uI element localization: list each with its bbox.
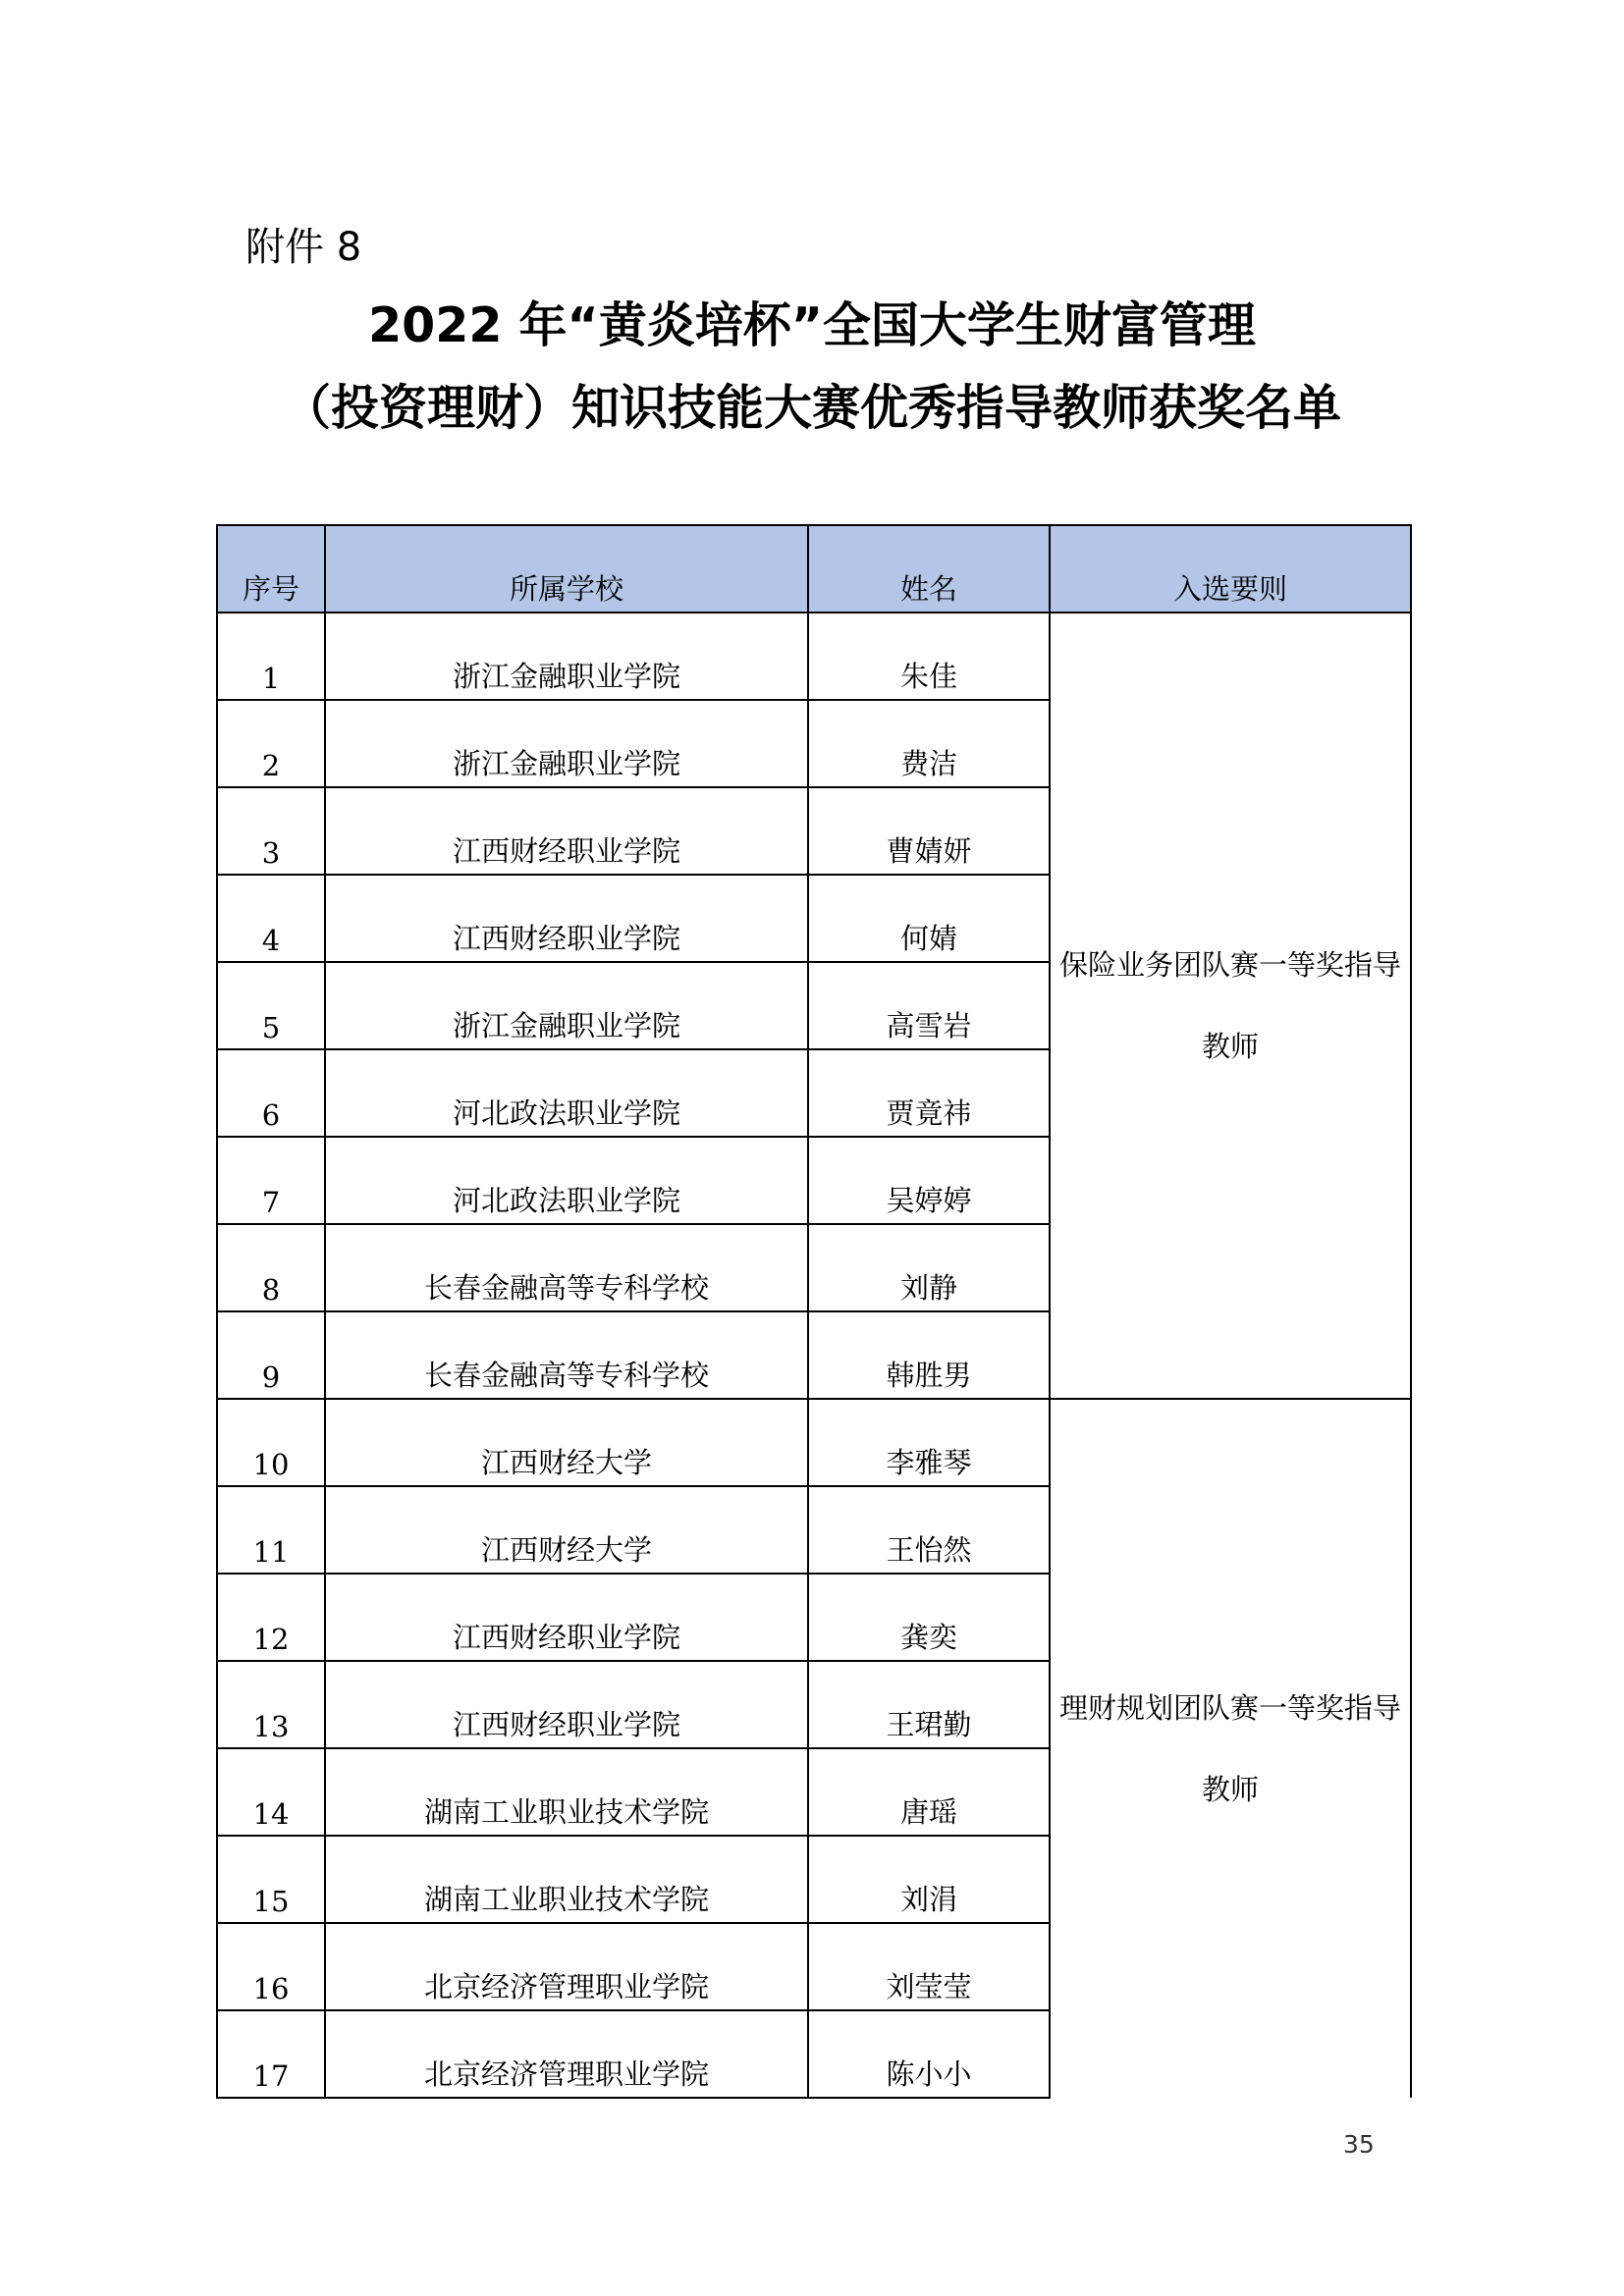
cell-name: 刘莹莹 — [808, 1923, 1050, 2010]
cell-school: 江西财经大学 — [325, 1486, 808, 1574]
cell-rule: 保险业务团队赛一等奖指导教师 — [1050, 613, 1411, 1399]
cell-school: 浙江金融职业学院 — [325, 700, 808, 787]
cell-name: 唐瑶 — [808, 1748, 1050, 1836]
cell-name: 刘静 — [808, 1224, 1050, 1311]
table-row — [217, 613, 1411, 700]
cell-no: 7 — [217, 1137, 325, 1224]
cell-no: 14 — [217, 1748, 325, 1836]
header-name: 姓名 — [808, 525, 1050, 613]
cell-no: 15 — [217, 1836, 325, 1923]
cell-no: 2 — [217, 700, 325, 787]
award-table-body — [217, 613, 1411, 2098]
header-school: 所属学校 — [325, 525, 808, 613]
header-no: 序号 — [217, 525, 325, 613]
cell-school: 河北政法职业学院 — [325, 1049, 808, 1137]
table-row — [217, 1399, 1411, 1486]
cell-name: 费洁 — [808, 700, 1050, 787]
cell-no: 6 — [217, 1049, 325, 1137]
cell-no: 13 — [217, 1661, 325, 1748]
cell-school: 江西财经大学 — [325, 1399, 808, 1486]
cell-no: 1 — [217, 613, 325, 700]
cell-school: 北京经济管理职业学院 — [325, 1923, 808, 2010]
cell-school: 长春金融高等专科学校 — [325, 1311, 808, 1399]
cell-name: 王珺勤 — [808, 1661, 1050, 1748]
cell-name: 龚奕 — [808, 1574, 1050, 1661]
cell-name: 贾竟祎 — [808, 1049, 1050, 1137]
cell-school: 湖南工业职业技术学院 — [325, 1748, 808, 1836]
attachment-label: 附件 8 — [245, 225, 362, 270]
table-header-row — [217, 525, 1411, 613]
cell-no: 3 — [217, 787, 325, 875]
award-table — [216, 524, 1412, 2099]
cell-name: 朱佳 — [808, 613, 1050, 700]
cell-school: 北京经济管理职业学院 — [325, 2010, 808, 2098]
cell-no: 12 — [217, 1574, 325, 1661]
cell-name: 刘涓 — [808, 1836, 1050, 1923]
cell-name: 韩胜男 — [808, 1311, 1050, 1399]
cell-school: 浙江金融职业学院 — [325, 613, 808, 700]
cell-name: 何婧 — [808, 875, 1050, 962]
cell-school: 江西财经职业学院 — [325, 875, 808, 962]
cell-school: 浙江金融职业学院 — [325, 962, 808, 1049]
cell-no: 10 — [217, 1399, 325, 1486]
cell-name: 高雪岩 — [808, 962, 1050, 1049]
cell-school: 长春金融高等专科学校 — [325, 1224, 808, 1311]
cell-name: 陈小小 — [808, 2010, 1050, 2098]
document-title-line1: 2022 年“黄炎培杯”全国大学生财富管理 — [368, 297, 1256, 353]
page-number: 35 — [1343, 2130, 1375, 2159]
cell-no: 4 — [217, 875, 325, 962]
cell-no: 11 — [217, 1486, 325, 1574]
cell-no: 8 — [217, 1224, 325, 1311]
cell-no: 5 — [217, 962, 325, 1049]
cell-no: 9 — [217, 1311, 325, 1399]
cell-school: 江西财经职业学院 — [325, 1574, 808, 1661]
cell-name: 曹婧妍 — [808, 787, 1050, 875]
cell-school: 湖南工业职业技术学院 — [325, 1836, 808, 1923]
cell-school: 河北政法职业学院 — [325, 1137, 808, 1224]
cell-name: 李雅琴 — [808, 1399, 1050, 1486]
cell-no: 16 — [217, 1923, 325, 2010]
cell-school: 江西财经职业学院 — [325, 1661, 808, 1748]
document-title-line2: （投资理财）知识技能大赛优秀指导教师获奖名单 — [282, 380, 1341, 436]
header-rule: 入选要则 — [1050, 525, 1411, 613]
cell-name: 王怡然 — [808, 1486, 1050, 1574]
cell-no: 17 — [217, 2010, 325, 2098]
cell-school: 江西财经职业学院 — [325, 787, 808, 875]
cell-name: 吴婷婷 — [808, 1137, 1050, 1224]
cell-rule: 理财规划团队赛一等奖指导教师 — [1050, 1399, 1411, 2098]
